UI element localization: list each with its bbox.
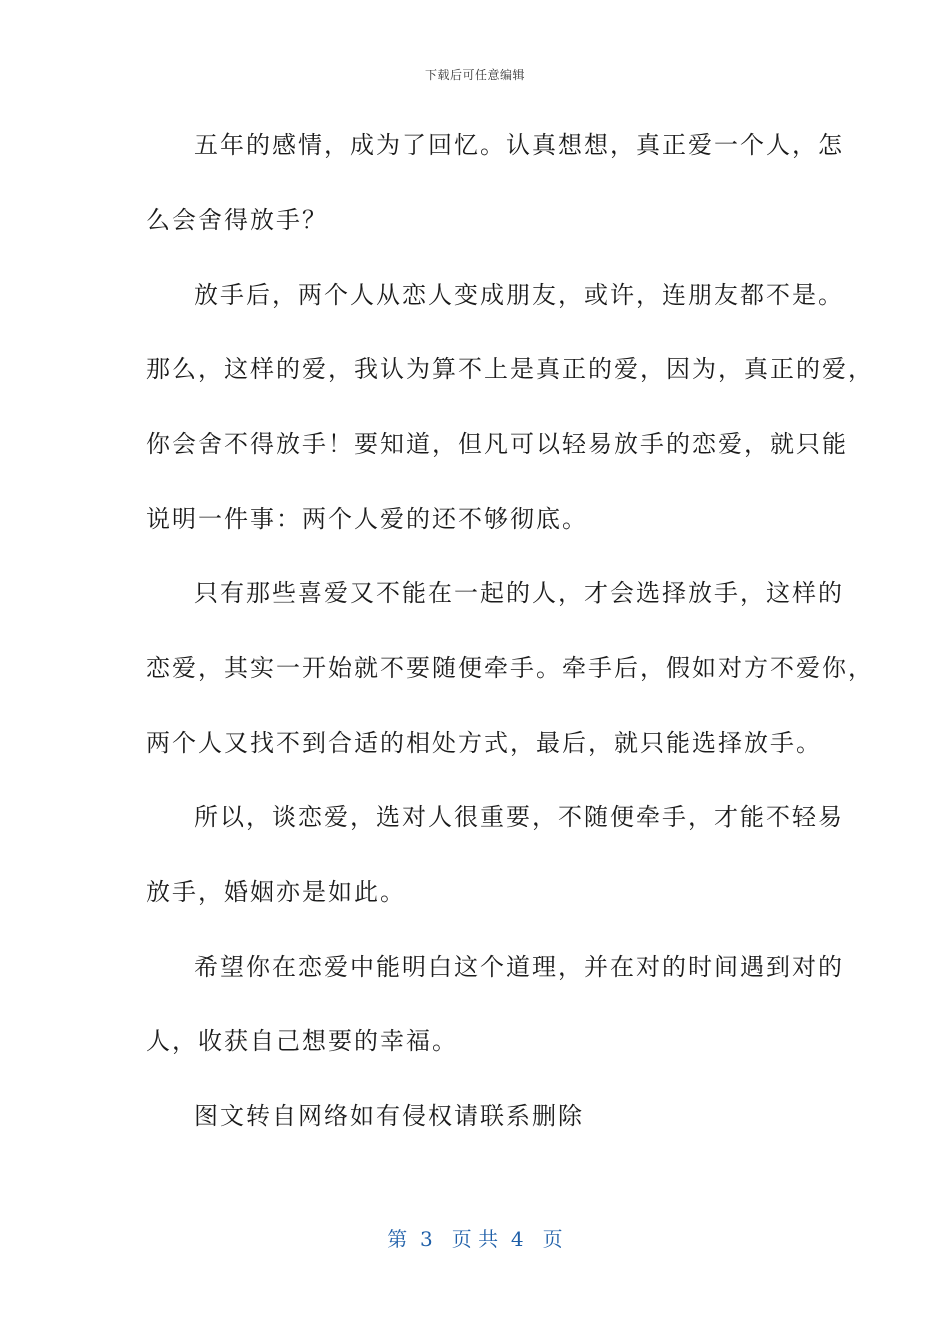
text-line: 你会舍不得放手！要知道，但凡可以轻易放手的恋爱，就只能 [146,430,848,458]
text-line: 所以，谈恋爱，选对人很重要，不随便牵手，才能不轻易 [194,803,844,831]
page-header: 下载后可任意编辑 [424,68,525,82]
text-line: 五年的感情，成为了回忆。认真想想，真正爱一个人，怎 [194,131,844,159]
text-line: 说明一件事：两个人爱的还不够彻底。 [146,505,588,533]
text-line: 么会舍得放手？ [146,206,328,234]
text-line: 放手后，两个人从恋人变成朋友，或许，连朋友都不是。 [194,281,844,309]
text-line: 希望你在恋爱中能明白这个道理，并在对的时间遇到对的 [194,953,844,981]
text-line: 放手，婚姻亦是如此。 [146,878,406,906]
text-line: 只有那些喜爱又不能在一起的人，才会选择放手，这样的 [194,579,844,607]
text-line: 那么，这样的爱，我认为算不上是真正的爱，因为，真正的爱， [146,355,874,383]
text-line: 图文转自网络如有侵权请联系删除 [194,1102,584,1130]
text-line: 恋爱，其实一开始就不要随便牵手。牵手后，假如对方不爱你， [146,654,874,682]
text-line: 两个人又找不到合适的相处方式，最后，就只能选择放手。 [146,729,822,757]
page-footer: 第 3 页 共 4 页 [387,1227,563,1251]
text-line: 人，收获自己想要的幸福。 [146,1027,458,1055]
